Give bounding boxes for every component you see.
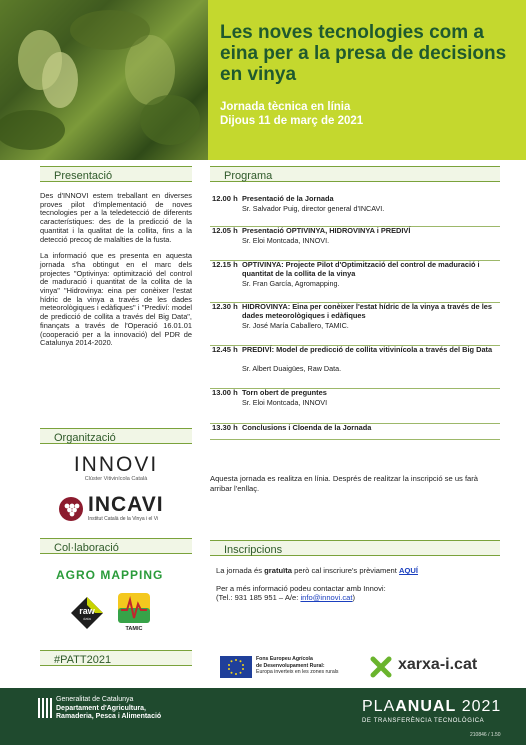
program-time: 12.30 h [212,302,238,311]
program-note: Aquesta jornada es realitza en línia. Després de realitzar la inscripció se us farà arribar l'enllaç. [210,474,479,493]
raw-data-logo[interactable] [70,596,104,630]
contact-details [216,593,506,603]
generalitat-senyera-icon [38,698,52,718]
incavi-subtitle: Institut Català de la Vinya i el Vi [88,516,159,522]
program-row [210,226,500,261]
event-info [220,100,363,128]
registration-text-a: La jornada és [216,566,263,575]
contact-phone: (Tel.: 931 185 951 – A/e: [216,593,299,602]
event-date: Dijous 11 de març de 2021 [220,115,364,127]
program-title: HIDROVINYA: Eina per conèixer l'estat hídric de la vinya a través de les dades meteorològiques i edàfiques [242,302,492,320]
xarxa-x-icon [370,656,392,678]
anual-word: ANUAL [395,698,457,715]
feader-text [256,656,338,676]
program-row [210,194,500,227]
pla-anual-title [362,698,501,716]
program-title: Conclusions i Cloenda de la Jornada [242,423,372,432]
program-time: 12.05 h [212,226,238,235]
footer [0,688,526,745]
document-code: 210846 / 1.50 [470,732,501,738]
eu-flag-icon [220,656,252,678]
pla-year: 2021 [461,698,502,715]
program-title: Torn obert de preguntes [242,388,327,397]
program-time: 12.45 h [212,345,238,354]
program-speaker: Sr. José María Caballero, TAMIC. [242,321,349,330]
xarxa-logo[interactable] [370,654,510,680]
incavi-logo[interactable] [58,494,188,524]
header-banner [0,0,526,160]
incavi-name: INCAVI [88,493,164,516]
program-row [210,345,500,389]
registration-free: gratuïta [264,566,293,575]
pla-word: PLA [362,698,396,715]
xarxa-name: xarxa-i.cat [398,656,478,673]
program-row [210,260,500,303]
agromapping-logo[interactable]: AGRO MAPPING [56,568,164,582]
presentacio-paragraph-2: La informació que es presenta en aquesta jornada s'ha obtingut en el marc dels projectes "Optivinya: optimització del control de maduració i quantitat de la collita de la vinya" "Hidrovinya: eina per conèixer l'estat hídric de la vinya a través de les dades meteorològiques i edàfiques" i "Prediví: model de predicció de collita a través del Big Data", finançats a través de l'Operació 16.01.01 (cooperació per a la innovació) del PDR de Catalunya 2014-2020. [40,251,192,348]
program-speaker: Sr. Albert Duaigües, Raw Data. [242,364,342,373]
event-type: Jornada tècnica en línia [220,101,351,113]
section-heading-inscripcions: Inscripcions [210,540,500,556]
innovi-logo[interactable] [56,454,176,482]
program-speaker: Sr. Eloi Montcada, INNOVI [242,398,328,407]
program-title: OPTIVINYA: Projecte Pilot d'Optimització del control de maduració i quantitat de la collita de la vinya [242,260,480,278]
hashtag: #PATT2021 [40,650,192,666]
registration-line [216,566,506,576]
tamic-name: TAMIC [125,626,143,632]
presentacio-text [40,192,192,348]
program-title: Presentació de la Jornada [242,194,334,203]
innovi-name: INNOVI [73,453,159,476]
department-line-2: Ramaderia, Pesca i Alimentació [56,713,162,720]
section-heading-presentacio: Presentació [40,166,192,182]
raw-name: raw [79,606,95,616]
section-heading-organitzacio: Organització [40,428,192,444]
program-row [210,388,500,424]
feader-line-2: de Desenvolupament Rural: [256,662,325,669]
section-heading-collaboracio: Col·laboració [40,538,192,554]
program-title: Presentació OPTIVINYA, HIDROVINYA i PREDIVÍ [242,226,411,235]
program-time: 12.15 h [212,260,238,269]
department-line-1: Departament d'Agricultura, [56,704,146,712]
page-title: Les noves tecnologies com a eina per a la presa de decisions en vinya [220,22,507,85]
innovi-subtitle: Clúster Vitivinícola Català [84,476,148,482]
feader-logo[interactable] [220,656,340,680]
contact-line: Per a més informació podeu contactar amb Innovi: [216,583,386,593]
program-time: 12.00 h [212,194,238,203]
section-heading-programa: Programa [210,166,500,182]
registration-link[interactable]: AQUÍ [399,566,418,575]
inscripcions-text [216,566,506,603]
tamic-chart-icon [117,592,151,624]
incavi-grape-icon [58,496,84,522]
pla-subtitle: DE TRANSFERÈNCIA TECNOLÒGICA [362,718,485,724]
tamic-logo[interactable] [117,592,151,634]
program-row [210,302,500,346]
program-time: 13.00 h [212,388,238,397]
generalitat-text [56,696,161,722]
program-row [210,423,500,440]
program-speaker: Sr. Eloi Montcada, INNOVI. [242,236,330,245]
program-speaker: Sr. Salvador Puig, director general d'INCAVI. [242,204,385,213]
feader-line-1: Fons Europeu Agrícola [256,656,313,662]
presentacio-paragraph-1: Des d'INNOVI estem treballant en diverses proves pilot d'implementació de noves tecnologies per a la teledetecció de diferents característiques: des de la predicció de la quantitat i la qualitat de la collita, fins a la detecció precoç de malalties de la fusta. [40,191,192,244]
program-time: 13.30 h [212,423,238,432]
registration-text-c: però cal inscriure's prèviament [294,566,397,575]
feader-line-3: Europa inverteix en les zones rurals [256,669,339,675]
contact-email-link[interactable]: info@innovi.cat [300,593,353,602]
raw-subtitle: data [83,616,91,621]
contact-end: ) [352,593,356,602]
generalitat-name: Generalitat de Catalunya [56,696,134,703]
program-speaker: Sr. Fran García, Agromapping. [242,279,340,288]
vineyard-photo [0,0,208,160]
program-title: PREDIVÍ: Model de predicció de collita vitivinícola a través del Big Data [242,345,493,354]
